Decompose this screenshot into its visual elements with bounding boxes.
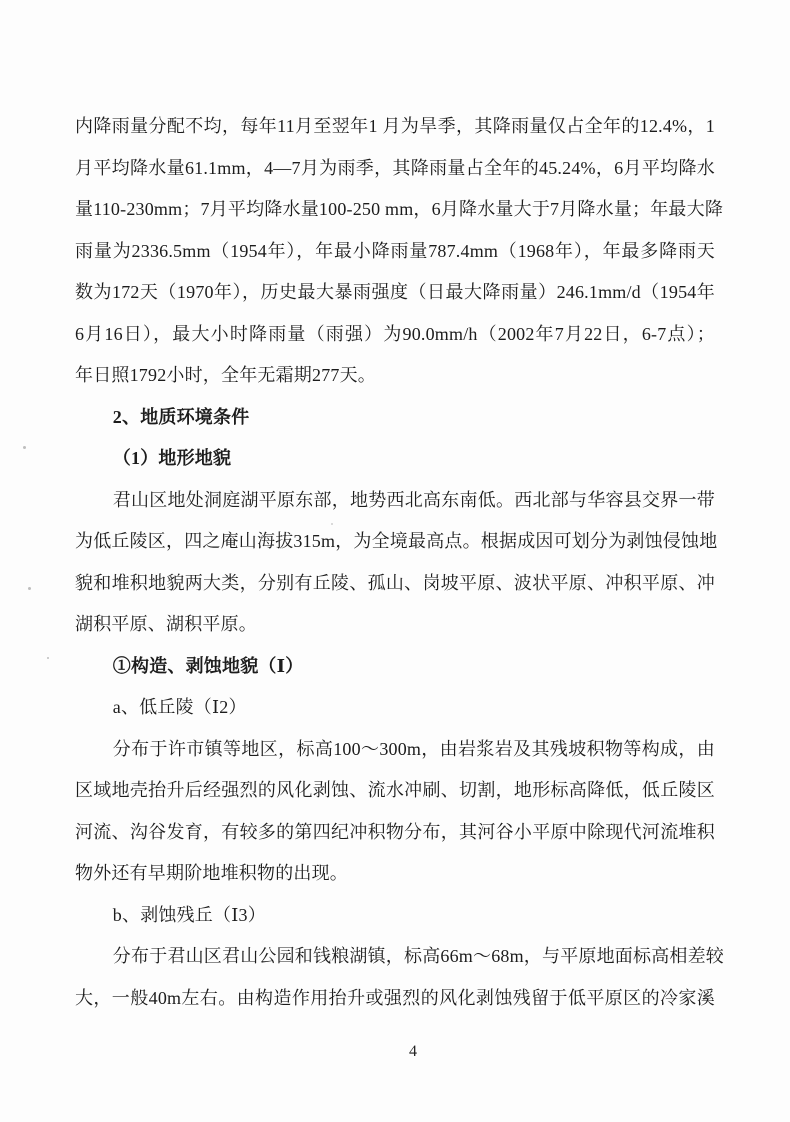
subheading-low-hills xyxy=(75,687,715,729)
text-line: 湖积平原、湖积平原。 xyxy=(75,614,257,634)
text-line: 为低丘陵区，四之庵山海拔315m，为全境最高点。根据成因可划分为剥蚀侵蚀地 xyxy=(75,531,718,551)
subheading-denudation-residual-hills xyxy=(75,895,715,937)
text-line: 分布于许市镇等地区，标高100～300m，由岩浆岩及其残坡积物等构成，由 xyxy=(112,738,715,759)
scan-artifact xyxy=(23,446,26,449)
heading-tectonic-denudation-landform xyxy=(75,646,715,688)
scan-artifact xyxy=(28,587,31,590)
text-line: 6月16日），最大小时降雨量（雨强）为90.0mm/h（2002年7月22日，6-7点）； xyxy=(75,323,715,344)
text-line: 雨量为2336.5mm（1954年），年最小降雨量787.4mm（1968年），年最多降雨天 xyxy=(75,240,715,261)
text-line: 貌和堆积地貌两大类，分别有丘陵、孤山、岗坡平原、波状平原、冲积平原、冲 xyxy=(75,572,715,593)
document-body xyxy=(75,106,724,1019)
text-line: 君山区地处洞庭湖平原东部，地势西北高东南低。西北部与华容县交界一带 xyxy=(112,489,715,510)
para-junshan-topography xyxy=(75,480,718,646)
para-annual-rainfall xyxy=(75,106,724,397)
text-line: （1）地形地貌 xyxy=(112,448,232,468)
scan-artifact xyxy=(47,657,49,659)
text-line: 区域地壳抬升后经强烈的风化剥蚀、流水冲刷、切割，地形标高降低，低丘陵区 xyxy=(75,780,715,800)
heading-terrain-landform xyxy=(75,438,715,480)
text-line: 月平均降水量61.1mm，4—7月为雨季，其降雨量占全年的45.24%，6月平均降水 xyxy=(75,157,715,178)
text-line: b、剥蚀残丘（Ⅰ3） xyxy=(112,904,266,925)
para-denudation-residual-hills xyxy=(75,936,724,1019)
text-line: 河流、沟谷发育，有较多的第四纪冲积物分布，其河谷小平原中除现代河流堆积 xyxy=(75,821,715,842)
text-line: 数为172天（1970年），历史最大暴雨强度（日最大降雨量）246.1mm/d（1954年 xyxy=(75,282,715,302)
page-number: 4 xyxy=(409,1043,417,1060)
heading-geological-environment xyxy=(75,397,715,439)
text-line: 量110-230mm；7月平均降水量100-250 mm，6月降水量大于7月降水量；年最大降 xyxy=(75,199,724,219)
scan-artifact xyxy=(331,523,333,525)
text-line: 分布于君山区君山公园和钱粮湖镇，标高66m～68m，与平原地面标高相差较 xyxy=(112,946,724,966)
para-low-hills xyxy=(75,729,715,895)
text-line: 年日照1792小时，全年无霜期277天。 xyxy=(75,365,376,385)
text-line: 物外还有早期阶地堆积物的出现。 xyxy=(75,863,348,883)
text-line: 内降雨量分配不均，每年11月至翌年1 月为旱季，其降雨量仅占全年的12.4%，1 xyxy=(75,116,715,136)
text-line: 2、地质环境条件 xyxy=(112,406,250,427)
text-line: ①构造、剥蚀地貌（Ⅰ） xyxy=(112,655,304,676)
text-line: 大，一般40m左右。由构造作用抬升或强烈的风化剥蚀残留于低平原区的冷家溪 xyxy=(75,987,715,1008)
text-line: a、低丘陵（Ⅰ2） xyxy=(112,697,247,717)
